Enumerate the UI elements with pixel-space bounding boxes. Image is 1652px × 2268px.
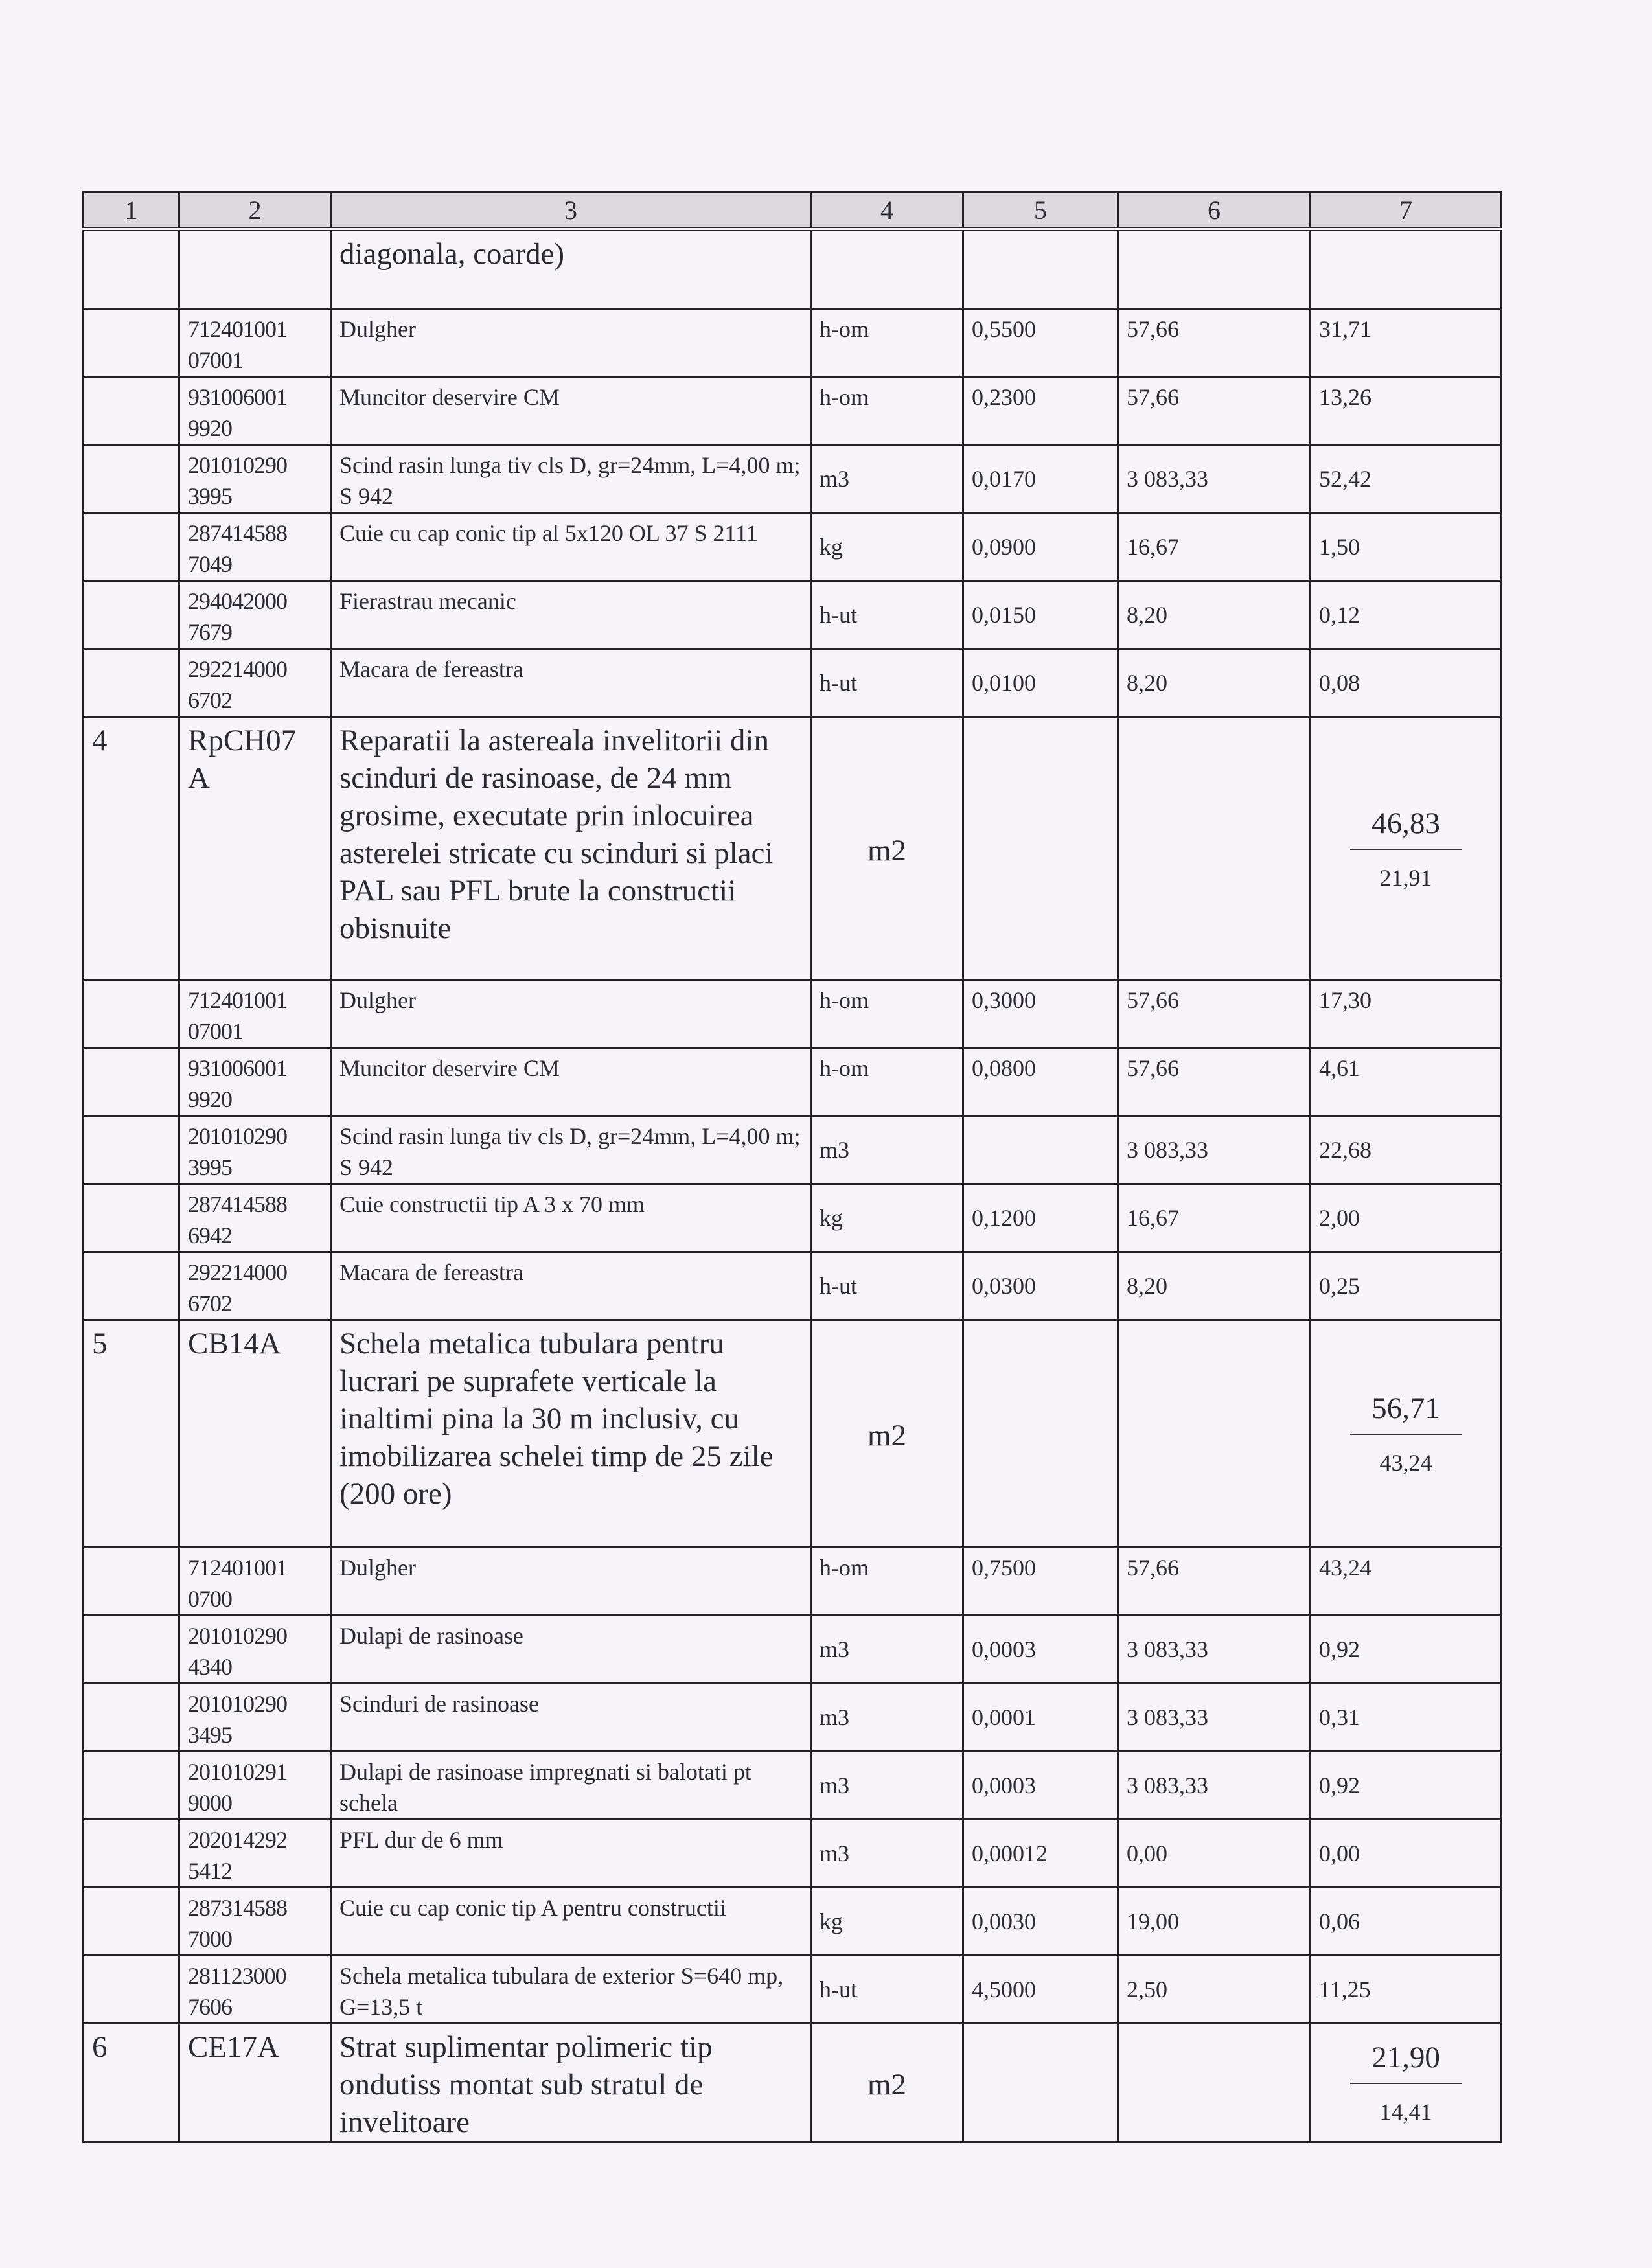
price-cell: 3 083,33	[1118, 1684, 1311, 1752]
quantity-cell: 0,3000	[963, 980, 1118, 1048]
empty-cell	[811, 229, 963, 309]
work-item-row	[84, 2024, 1502, 2142]
price-cell: 8,20	[1118, 581, 1311, 649]
item-number-cell	[84, 1252, 179, 1320]
column-header-4: 4	[811, 192, 963, 229]
code-cell: 201010290 4340	[179, 1616, 331, 1684]
description-cell: Dulgher	[331, 309, 811, 377]
price-cell: 2,50	[1118, 1956, 1311, 2024]
quantity-cell: 0,0900	[963, 513, 1118, 581]
item-number-cell	[84, 1116, 179, 1184]
total-value: 21,90	[1371, 2041, 1440, 2074]
total-cell: 31,71	[1311, 309, 1502, 377]
description-cell: Strat suplimentar polimeric tip ondutiss montat sub stratul de invelitoare	[331, 2024, 811, 2142]
description-cell: Schela metalica tubulara pentru lucrari pe suprafete verticale la inaltimi pina la 30 m inclusiv, cu imobilizarea schelei timp de 25 zile (200 ore)	[331, 1320, 811, 1548]
column-header-3: 3	[331, 192, 811, 229]
total-cell: 2,00	[1311, 1184, 1502, 1252]
item-number-cell	[84, 513, 179, 581]
total-cell: 13,26	[1311, 377, 1502, 445]
unit-cell: kg	[811, 1184, 963, 1252]
item-number-cell	[84, 980, 179, 1048]
description-cell: Dulapi de rasinoase	[331, 1616, 811, 1684]
quantity-cell: 0,0300	[963, 1252, 1118, 1320]
total-cell: 0,92	[1311, 1752, 1502, 1820]
description-cell: Dulgher	[331, 1548, 811, 1616]
price-cell: 3 083,33	[1118, 1616, 1311, 1684]
item-number-cell	[84, 445, 179, 513]
quantity-cell: 0,0003	[963, 1752, 1118, 1820]
resource-row	[84, 1048, 1502, 1116]
description-cell: PFL dur de 6 mm	[331, 1820, 811, 1888]
code-cell: 202014292 5412	[179, 1820, 331, 1888]
unit-cell: m3	[811, 1116, 963, 1184]
item-number-cell	[84, 1048, 179, 1116]
description-cell: Macara de fereastra	[331, 649, 811, 717]
description-cell: Cuie cu cap conic tip al 5x120 OL 37 S 2111	[331, 513, 811, 581]
total-cell: 0,31	[1311, 1684, 1502, 1752]
resource-row	[84, 980, 1502, 1048]
description-cell: Fierastrau mecanic	[331, 581, 811, 649]
description-cell: Dulapi de rasinoase impregnati si balotati pt schela	[331, 1752, 811, 1820]
item-number-cell	[84, 229, 179, 309]
item-number-cell	[84, 649, 179, 717]
price-cell: 8,20	[1118, 649, 1311, 717]
description-cell: Dulgher	[331, 980, 811, 1048]
unit-cell: m2	[811, 1320, 963, 1548]
labor-subtotal-value: 21,91	[1379, 864, 1432, 891]
price-cell: 3 083,33	[1118, 1752, 1311, 1820]
unit-cell: m3	[811, 1616, 963, 1684]
unit-cell: kg	[811, 513, 963, 581]
total-value: 46,83	[1371, 806, 1440, 840]
code-cell: 201010290 3495	[179, 1684, 331, 1752]
item-number-cell	[84, 1888, 179, 1956]
resource-row	[84, 377, 1502, 445]
unit-cell: h-ut	[811, 649, 963, 717]
price-cell: 8,20	[1118, 1252, 1311, 1320]
description-cell: diagonala, coarde)	[331, 229, 811, 309]
code-cell: 201010291 9000	[179, 1752, 331, 1820]
quantity-cell: 0,7500	[963, 1548, 1118, 1616]
price-cell: 3 083,33	[1118, 1116, 1311, 1184]
unit-cell: h-om	[811, 309, 963, 377]
quantity-cell: 0,0800	[963, 1048, 1118, 1116]
quantity-cell: 0,0170	[963, 445, 1118, 513]
price-cell: 57,66	[1118, 377, 1311, 445]
unit-cell: m3	[811, 445, 963, 513]
total-cell: 22,68	[1311, 1116, 1502, 1184]
quantity-cell	[963, 1116, 1118, 1184]
quantity-cell: 4,5000	[963, 1956, 1118, 2024]
unit-cell: h-om	[811, 1548, 963, 1616]
item-number-cell	[84, 581, 179, 649]
description-cell: Cuie cu cap conic tip A pentru constructii	[331, 1888, 811, 1956]
item-number-cell: 4	[84, 717, 179, 980]
unit-cell: h-om	[811, 377, 963, 445]
total-cell: 52,42	[1311, 445, 1502, 513]
item-number-cell	[84, 1752, 179, 1820]
code-cell: 292214000 6702	[179, 649, 331, 717]
quantity-cell: 0,0100	[963, 649, 1118, 717]
price-cell: 19,00	[1118, 1888, 1311, 1956]
description-cell: Scind rasin lunga tiv cls D, gr=24mm, L=4,00 m; S 942	[331, 1116, 811, 1184]
code-cell: 201010290 3995	[179, 445, 331, 513]
quantity-cell: 0,2300	[963, 377, 1118, 445]
header-row	[84, 192, 1502, 229]
resource-row	[84, 445, 1502, 513]
item-number-cell	[84, 1956, 179, 2024]
resource-row	[84, 309, 1502, 377]
price-cell: 16,67	[1118, 513, 1311, 581]
total-cell: 0,08	[1311, 649, 1502, 717]
item-number-cell	[84, 1820, 179, 1888]
item-number-cell	[84, 1616, 179, 1684]
resource-row	[84, 1548, 1502, 1616]
resource-row	[84, 1116, 1502, 1184]
resource-row	[84, 1752, 1502, 1820]
empty-cell	[1118, 229, 1311, 309]
resource-row	[84, 649, 1502, 717]
code-cell: 712401001 07001	[179, 309, 331, 377]
total-cell	[1311, 717, 1502, 980]
total-cell: 0,25	[1311, 1252, 1502, 1320]
total-cell	[1311, 2024, 1502, 2142]
code-cell: 294042000 7679	[179, 581, 331, 649]
resource-row	[84, 1252, 1502, 1320]
resource-row	[84, 1888, 1502, 1956]
column-header-6: 6	[1118, 192, 1311, 229]
unit-cell: m3	[811, 1820, 963, 1888]
code-cell: 712401001 07001	[179, 980, 331, 1048]
unit-cell: h-ut	[811, 1956, 963, 2024]
unit-cell: h-ut	[811, 1252, 963, 1320]
work-item-row	[84, 1320, 1502, 1548]
quantity-cell: 0,0030	[963, 1888, 1118, 1956]
item-number-cell: 6	[84, 2024, 179, 2142]
unit-cell: m3	[811, 1684, 963, 1752]
quantity-cell: 0,1200	[963, 1184, 1118, 1252]
column-header-7: 7	[1311, 192, 1502, 229]
column-header-5: 5	[963, 192, 1118, 229]
continuation-row	[84, 229, 1502, 309]
code-cell	[179, 229, 331, 309]
total-cell: 0,12	[1311, 581, 1502, 649]
quantity-cell	[963, 717, 1118, 980]
item-number-cell	[84, 309, 179, 377]
total-cell: 43,24	[1311, 1548, 1502, 1616]
code-cell: 712401001 0700	[179, 1548, 331, 1616]
code-cell: CE17A	[179, 2024, 331, 2142]
resource-row	[84, 513, 1502, 581]
description-cell: Reparatii la astereala invelitorii din scinduri de rasinoase, de 24 mm grosime, executate prin inlocuirea asterelei stricate cu scinduri si placi PAL sau PFL brute la constructii obisnuite	[331, 717, 811, 980]
item-number-cell	[84, 1184, 179, 1252]
unit-cell: h-ut	[811, 581, 963, 649]
unit-cell: h-om	[811, 980, 963, 1048]
description-cell: Macara de fereastra	[331, 1252, 811, 1320]
estimate-table	[82, 191, 1502, 2143]
description-cell: Muncitor deservire CM	[331, 1048, 811, 1116]
quantity-cell: 0,5500	[963, 309, 1118, 377]
code-cell: 201010290 3995	[179, 1116, 331, 1184]
work-item-row	[84, 717, 1502, 980]
resource-row	[84, 1184, 1502, 1252]
total-cell: 17,30	[1311, 980, 1502, 1048]
unit-cell: h-om	[811, 1048, 963, 1116]
labor-subtotal-value: 14,41	[1379, 2099, 1432, 2125]
item-number-cell: 5	[84, 1320, 179, 1548]
quantity-cell: 0,0001	[963, 1684, 1118, 1752]
unit-cell: kg	[811, 1888, 963, 1956]
price-cell: 0,00	[1118, 1820, 1311, 1888]
quantity-cell	[963, 2024, 1118, 2142]
code-cell: 287414588 6942	[179, 1184, 331, 1252]
total-value: 56,71	[1371, 1392, 1440, 1425]
column-header-1: 1	[84, 192, 179, 229]
price-cell: 3 083,33	[1118, 445, 1311, 513]
code-cell: 287414588 7049	[179, 513, 331, 581]
description-cell: Muncitor deservire CM	[331, 377, 811, 445]
price-cell: 57,66	[1118, 309, 1311, 377]
price-cell	[1118, 1320, 1311, 1548]
quantity-cell	[963, 1320, 1118, 1548]
total-cell: 4,61	[1311, 1048, 1502, 1116]
price-cell: 57,66	[1118, 1048, 1311, 1116]
column-header-2: 2	[179, 192, 331, 229]
code-cell: 281123000 7606	[179, 1956, 331, 2024]
empty-cell	[963, 229, 1118, 309]
item-number-cell	[84, 1684, 179, 1752]
code-cell: RpCH07 A	[179, 717, 331, 980]
code-cell: CB14A	[179, 1320, 331, 1548]
item-number-cell	[84, 1548, 179, 1616]
price-cell	[1118, 2024, 1311, 2142]
quantity-cell: 0,0150	[963, 581, 1118, 649]
price-cell: 57,66	[1118, 980, 1311, 1048]
labor-subtotal-value: 43,24	[1379, 1450, 1432, 1476]
code-cell: 931006001 9920	[179, 1048, 331, 1116]
description-cell: Cuie constructii tip A 3 x 70 mm	[331, 1184, 811, 1252]
quantity-cell: 0,00012	[963, 1820, 1118, 1888]
resource-row	[84, 581, 1502, 649]
resource-row	[84, 1684, 1502, 1752]
total-cell: 11,25	[1311, 1956, 1502, 2024]
price-cell: 16,67	[1118, 1184, 1311, 1252]
price-cell	[1118, 717, 1311, 980]
code-cell: 287314588 7000	[179, 1888, 331, 1956]
resource-row	[84, 1956, 1502, 2024]
quantity-cell: 0,0003	[963, 1616, 1118, 1684]
unit-cell: m2	[811, 717, 963, 980]
total-cell: 0,00	[1311, 1820, 1502, 1888]
description-cell: Scind rasin lunga tiv cls D, gr=24mm, L=4,00 m; S 942	[331, 445, 811, 513]
total-cell	[1311, 1320, 1502, 1548]
code-cell: 292214000 6702	[179, 1252, 331, 1320]
item-number-cell	[84, 377, 179, 445]
resource-row	[84, 1820, 1502, 1888]
resource-row	[84, 1616, 1502, 1684]
description-cell: Schela metalica tubulara de exterior S=640 mp, G=13,5 t	[331, 1956, 811, 2024]
total-cell: 0,06	[1311, 1888, 1502, 1956]
unit-cell: m3	[811, 1752, 963, 1820]
total-cell: 1,50	[1311, 513, 1502, 581]
description-cell: Scinduri de rasinoase	[331, 1684, 811, 1752]
price-cell: 57,66	[1118, 1548, 1311, 1616]
code-cell: 931006001 9920	[179, 377, 331, 445]
total-cell: 0,92	[1311, 1616, 1502, 1684]
empty-cell	[1311, 229, 1502, 309]
unit-cell: m2	[811, 2024, 963, 2142]
